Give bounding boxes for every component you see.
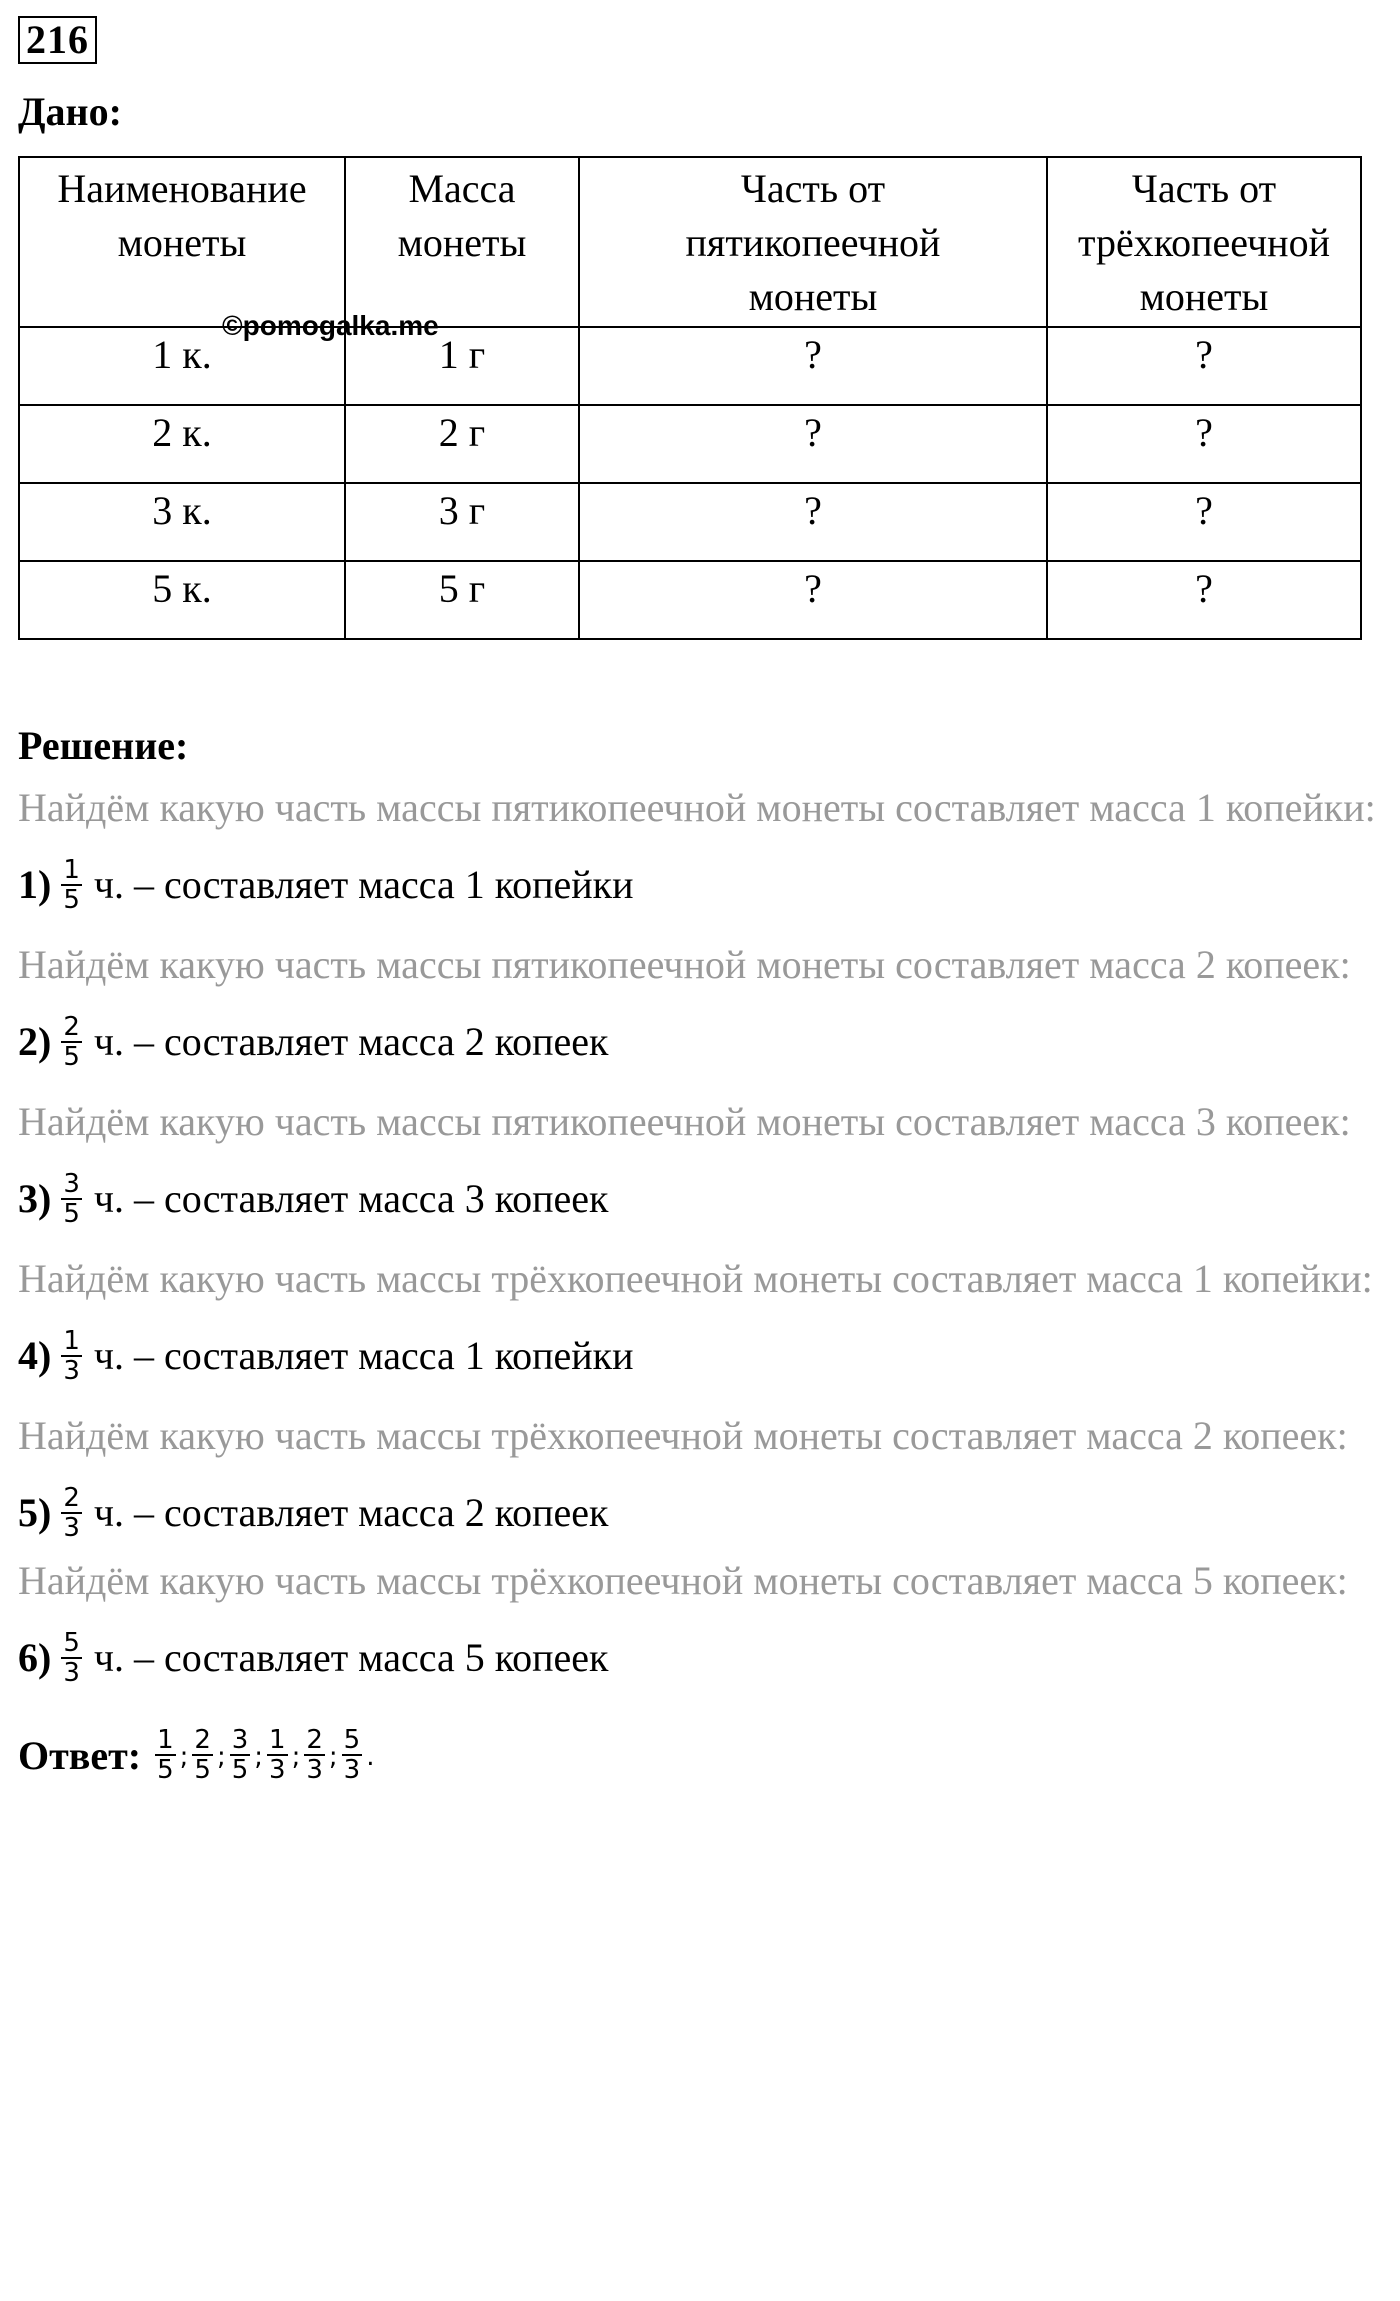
fraction [61,1629,82,1687]
solution-step [18,1483,1388,1543]
table-row [19,483,1361,561]
step-number: 6) [18,1635,52,1680]
answer-separator: ; [216,1742,226,1772]
solution-heading: Решение: [18,723,189,768]
fraction-numerator: 2 [306,1725,323,1755]
watermark: ©pomogalka.me [222,310,439,341]
fraction-denominator: 3 [343,1755,361,1785]
step-number: 1) [18,862,52,907]
header-part-of-three [1047,157,1361,327]
step-number: 4) [18,1333,52,1378]
table-cell: 1 к. [19,327,345,405]
fraction-numerator: 3 [63,1169,80,1199]
header-line: Часть от [740,166,886,211]
fraction-denominator: 5 [157,1755,174,1785]
header-line: пятикопеечной [685,220,941,265]
step-number: 3) [18,1176,52,1221]
fraction [61,1484,82,1542]
table-cell: 5 к. [19,561,345,639]
table-cell: ? [1047,561,1361,639]
fraction-denominator: 3 [63,1513,80,1543]
table-cell: 2 г [345,405,579,483]
task-number: 216 [18,16,97,64]
header-line: монеты [397,220,527,265]
header-line: монеты [1139,274,1269,319]
table-cell: ? [1047,405,1361,483]
step-text: ч. – составляет масса 2 копеек [93,1019,609,1064]
step-explanation: Найдём какую часть массы пятикопеечной монеты составляет масса 2 копеек: [18,942,1351,987]
header-coin-mass [345,157,579,327]
fraction-numerator: 1 [269,1725,286,1755]
step-explanation: Найдём какую часть массы трёхкопеечной монеты составляет масса 2 копеек: [18,1413,1348,1458]
fraction-denominator: 5 [63,1199,80,1229]
table-cell: ? [579,405,1047,483]
table-row [19,327,1361,405]
fraction [342,1726,363,1784]
step-number: 2) [18,1019,52,1064]
header-line: монеты [117,220,247,265]
step-text: ч. – составляет масса 2 копеек [93,1490,609,1535]
fraction-numerator: 2 [194,1725,211,1755]
solution-step [18,1169,1388,1229]
solution-step [18,855,1388,915]
table-cell: 3 г [345,483,579,561]
table-cell: 1 г [345,327,579,405]
answer-end: . [366,1742,375,1772]
fraction-numerator: 1 [63,855,80,885]
answer-separator: ; [328,1742,338,1772]
table-cell: 5 г [345,561,579,639]
table-cell: ? [1047,483,1361,561]
fraction-numerator: 5 [343,1725,361,1755]
step-text: ч. – составляет масса 1 копейки [93,862,634,907]
fraction [155,1726,176,1784]
step-explanation: Найдём какую часть массы пятикопеечной монеты составляет масса 1 копейки: [18,785,1376,830]
fraction-numerator: 5 [63,1628,80,1658]
header-line: трёхкопеечной [1078,220,1330,265]
step-text: ч. – составляет масса 5 копеек [93,1635,609,1680]
given-table [18,156,1362,640]
table-header-row [19,157,1361,327]
header-line: Часть от [1131,166,1277,211]
answer-separator: ; [254,1742,264,1772]
step-explanation: Найдём какую часть массы пятикопеечной монеты составляет масса 3 копеек: [18,1099,1351,1144]
solution-step [18,1012,1388,1072]
fraction [267,1726,288,1784]
fraction-numerator: 1 [63,1326,80,1356]
step-explanation: Найдём какую часть массы трёхкопеечной монеты составляет масса 5 копеек: [18,1558,1348,1603]
fraction-numerator: 2 [63,1483,80,1513]
table-row [19,561,1361,639]
table-cell: ? [579,483,1047,561]
solution-step [18,1628,1388,1688]
fraction-denominator: 5 [63,1042,80,1072]
solution-step [18,1326,1388,1386]
header-coin-name [19,157,345,327]
table-cell: ? [579,561,1047,639]
fraction-denominator: 5 [231,1755,249,1785]
document-page [18,16,1388,1784]
fraction-denominator: 3 [63,1356,80,1386]
answer-line [18,1726,1388,1784]
header-line: монеты [748,274,878,319]
header-line: Наименование [57,166,307,211]
answer-separator: ; [179,1742,189,1772]
header-part-of-five [579,157,1047,327]
fraction-denominator: 3 [306,1755,323,1785]
fraction [61,1327,82,1385]
step-text: ч. – составляет масса 3 копеек [93,1176,609,1221]
fraction-denominator: 5 [63,885,80,915]
fraction-numerator: 3 [231,1725,249,1755]
table-cell: ? [1047,327,1361,405]
fraction [61,1170,82,1228]
fraction-denominator: 3 [63,1658,80,1688]
given-heading: Дано: [18,89,122,134]
fraction-numerator: 1 [157,1725,174,1755]
table-cell: 2 к. [19,405,345,483]
table-cell: 3 к. [19,483,345,561]
step-explanation: Найдём какую часть массы трёхкопеечной монеты составляет масса 1 копейки: [18,1256,1373,1301]
fraction [230,1726,251,1784]
fraction-denominator: 3 [269,1755,286,1785]
answer-separator: ; [291,1742,301,1772]
fraction-denominator: 5 [194,1755,211,1785]
table-cell: ? [579,327,1047,405]
fraction-numerator: 2 [63,1012,80,1042]
fraction [304,1726,325,1784]
step-number: 5) [18,1490,52,1535]
step-text: ч. – составляет масса 1 копейки [93,1333,634,1378]
fraction [61,856,82,914]
answer-label: Ответ: [18,1732,142,1778]
fraction [192,1726,213,1784]
table-row [19,405,1361,483]
header-line: Масса [408,166,516,211]
fraction [61,1013,82,1071]
